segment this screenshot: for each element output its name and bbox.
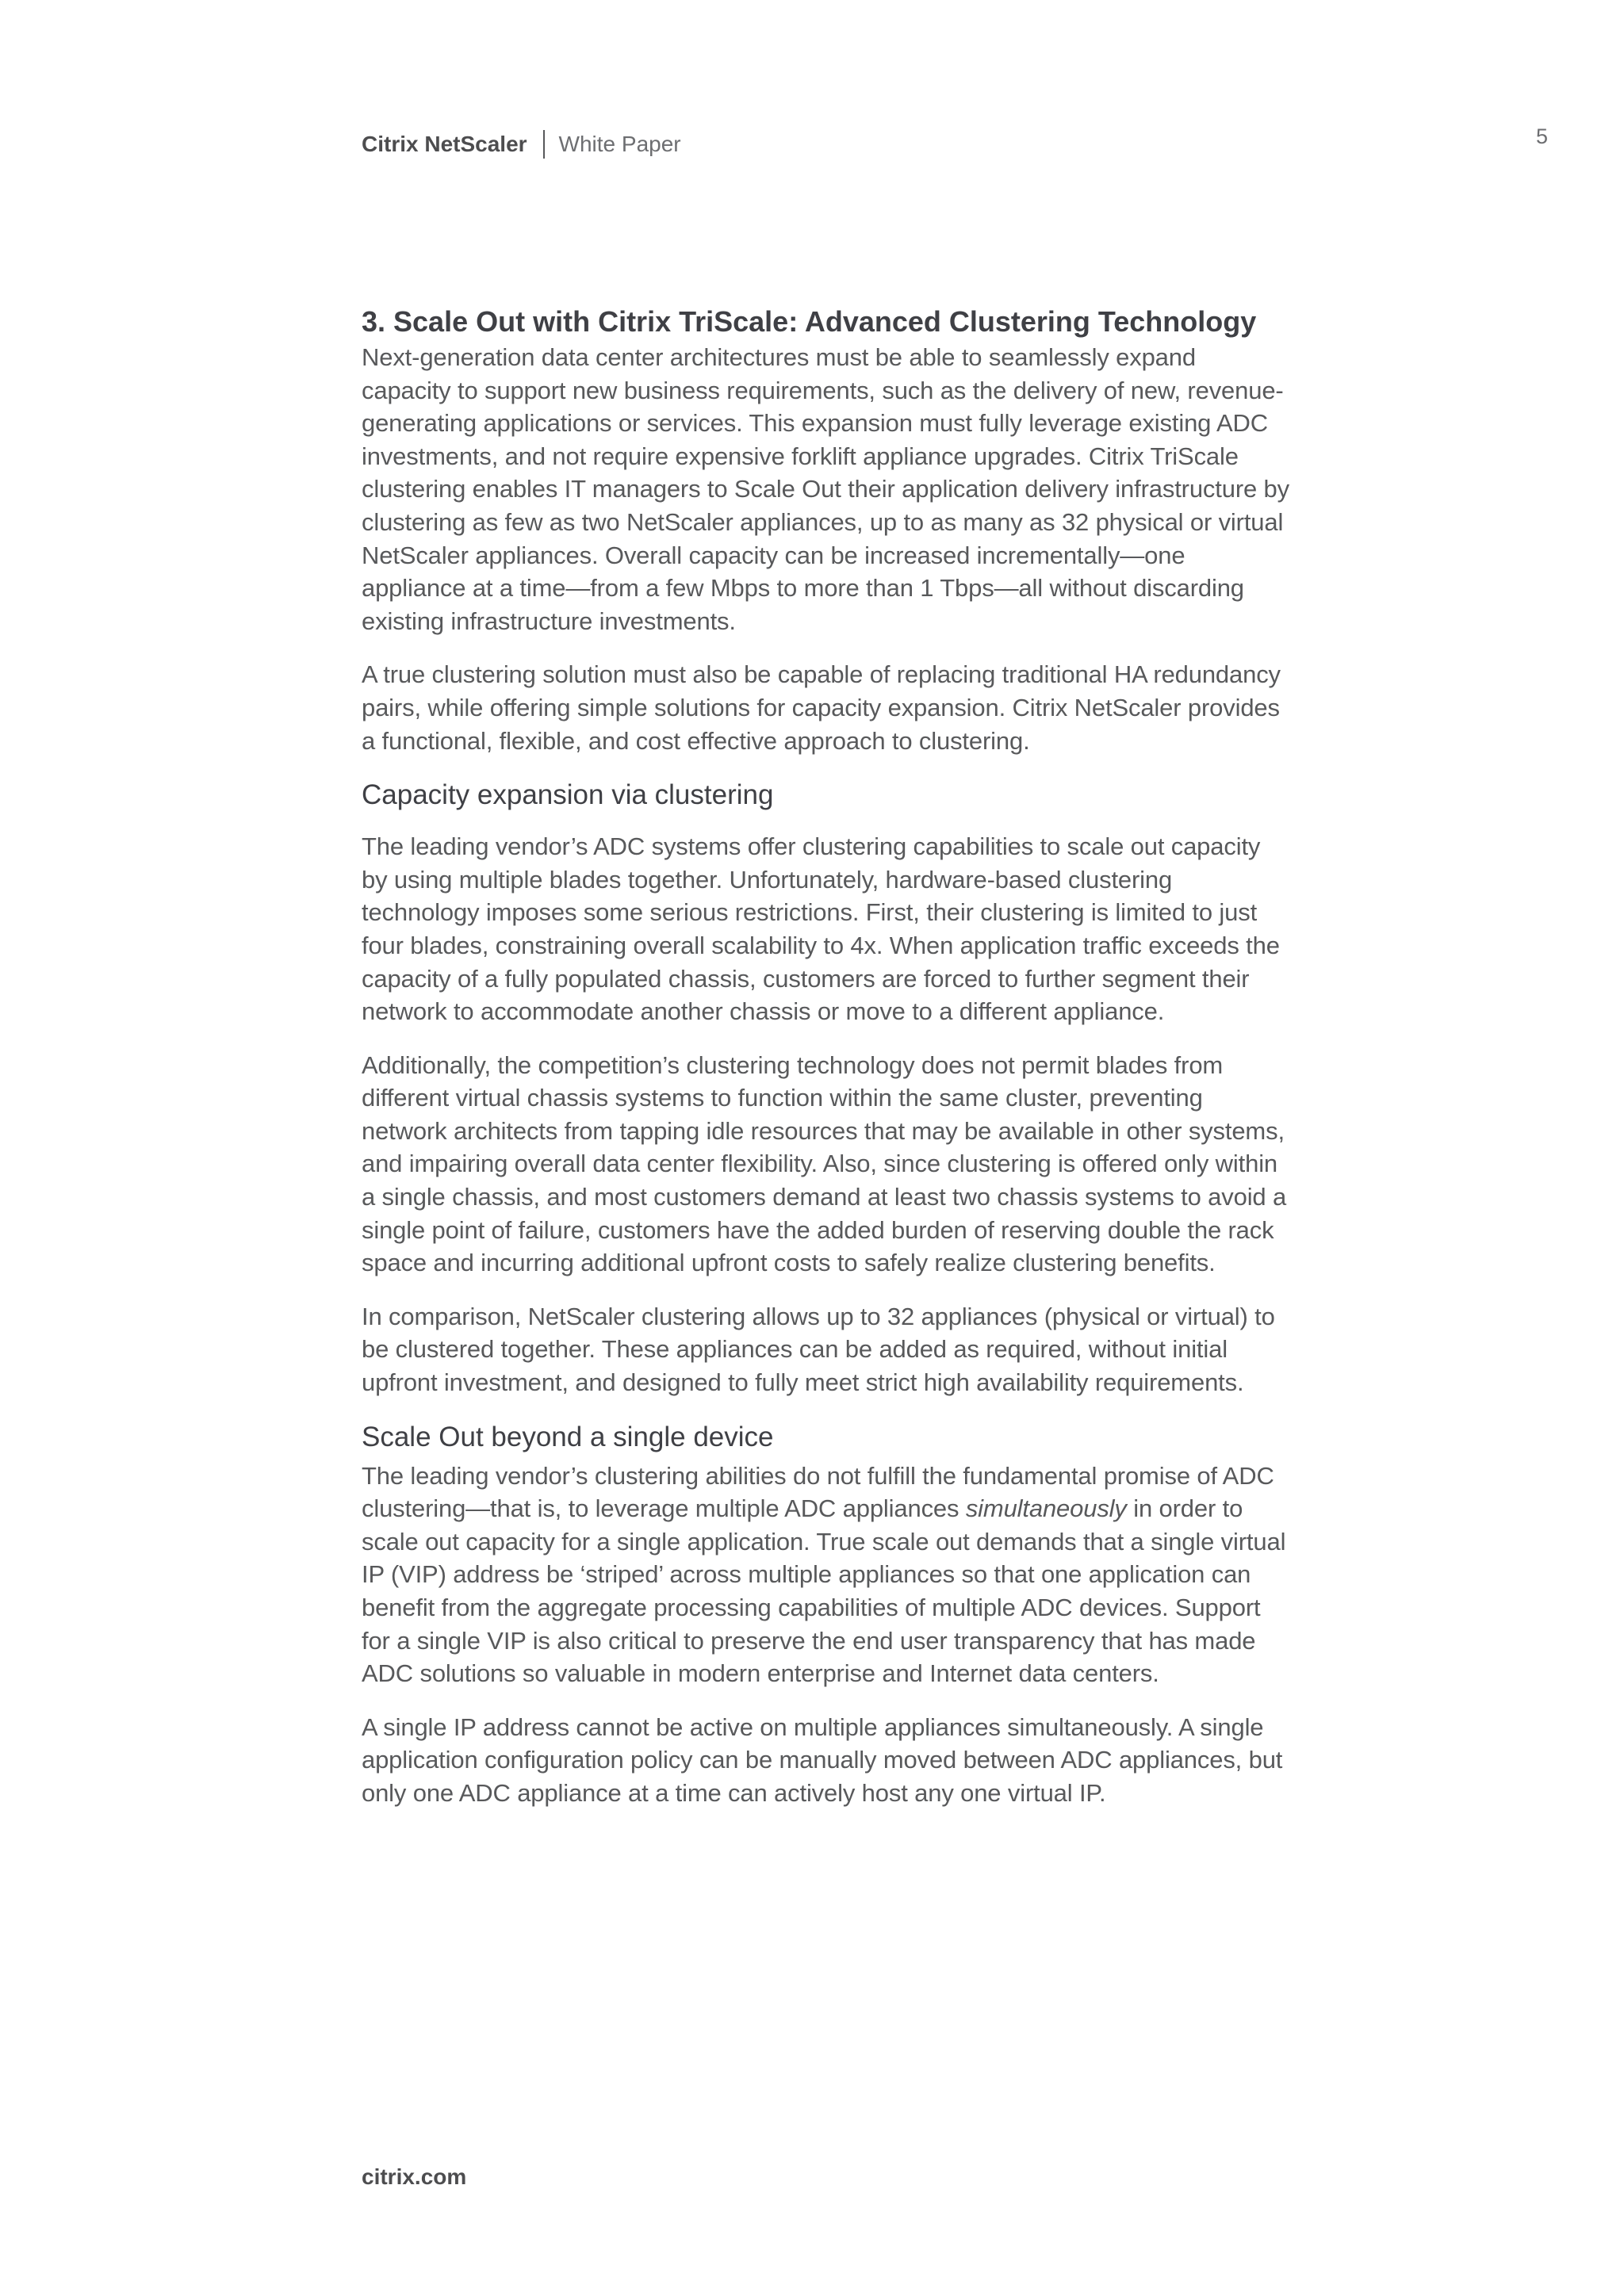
- running-header: [362, 125, 681, 163]
- scale-out-emphasis: simultaneously: [965, 1494, 1127, 1523]
- page-number: 5: [1535, 124, 1548, 148]
- footer-site: citrix.com: [362, 2164, 467, 2189]
- scale-out-paragraph-2: A single IP address cannot be active on multiple appliances simultaneously. A single application configuration policy can be manually moved between ADC appliances, but only one ADC appliance at a time can actively host any one virtual IP.: [362, 1712, 1283, 1807]
- section-heading: 3. Scale Out with Citrix TriScale: Advanced Clustering Technology: [362, 305, 1257, 338]
- capacity-paragraph-2: Additionally, the competition’s clustering technology does not permit blades from different virtual chassis systems to function within the same cluster, preventing network architects from tapping idle resources that may be available in other systems, and impairing overall data center flexibility. Also, since clustering is offered only within a single chassis, and most customers demand at least two chassis systems to avoid a single point of failure, customers have the added burden of reserving double the rack space and incurring additional upfront costs to safely realize clustering benefits.: [362, 1050, 1287, 1277]
- page-body: [362, 303, 1289, 1831]
- section-intro-paragraph-2: A true clustering solution must also be capable of replacing traditional HA redundancy pairs, while offering simple solutions for capacity expansion. Citrix NetScaler provides a functional, flexible, and cost effective approach to clustering.: [362, 660, 1281, 755]
- scale-out-paragraph-1: [362, 1460, 1289, 1690]
- header-divider: [543, 130, 545, 159]
- capacity-paragraph-3: In comparison, NetScaler clustering allows up to 32 appliances (physical or virtual) to be clustered together. These appliances can be added as required, without initial upfront investment, and designed to fully meet strict high availability requirements.: [362, 1302, 1275, 1397]
- capacity-paragraph-1: The leading vendor’s ADC systems offer clustering capabilities to scale out capacity by using multiple blades together. Unfortunately, hardware-based clustering technology imposes some serious restrictions. First, their clustering is limited to just four blades, constraining overall scalability to 4x. When application traffic exceeds the capacity of a fully populated chassis, customers are forced to further segment their network to accommodate another chassis or move to a different appliance.: [362, 832, 1280, 1026]
- document-type: White Paper: [558, 132, 681, 156]
- brand-name: Citrix NetScaler: [362, 132, 527, 156]
- section-intro-paragraph: Next-generation data center architectures must be able to seamlessly expand capacity to support new business requirements, such as the delivery of new, revenue-generating applications or services. This expansion must fully leverage existing ADC investments, and not require expensive forklift appliance upgrades. Citrix TriScale clustering enables IT managers to Scale Out their application delivery infrastructure by clustering as few as two NetScaler appliances, up to as many as 32 physical or virtual NetScaler appliances. Overall capacity can be increased incrementally—one appliance at a time—from a few Mbps to more than 1 Tbps—all without discarding existing infrastructure investments.: [362, 343, 1289, 635]
- scale-out-text-after: in order to scale out capacity for a single application. True scale out demands that a single virtual IP (VIP) address be ‘striped’ across multiple appliances so that one application can benefit from the aggregate processing capabilities of multiple ADC devices. Support for a single VIP is also critical to preserve the end user transparency that has made ADC solutions so valuable in modern enterprise and Internet data centers.: [362, 1494, 1286, 1688]
- scale-out-text-before: The leading vendor’s clustering abilities do not fulfill the fundamental promise of ADC clustering—that is, to leverage multiple ADC appliances: [362, 1461, 1274, 1523]
- capacity-heading: Capacity expansion via clustering: [362, 779, 774, 811]
- scale-out-heading: Scale Out beyond a single device: [362, 1421, 774, 1452]
